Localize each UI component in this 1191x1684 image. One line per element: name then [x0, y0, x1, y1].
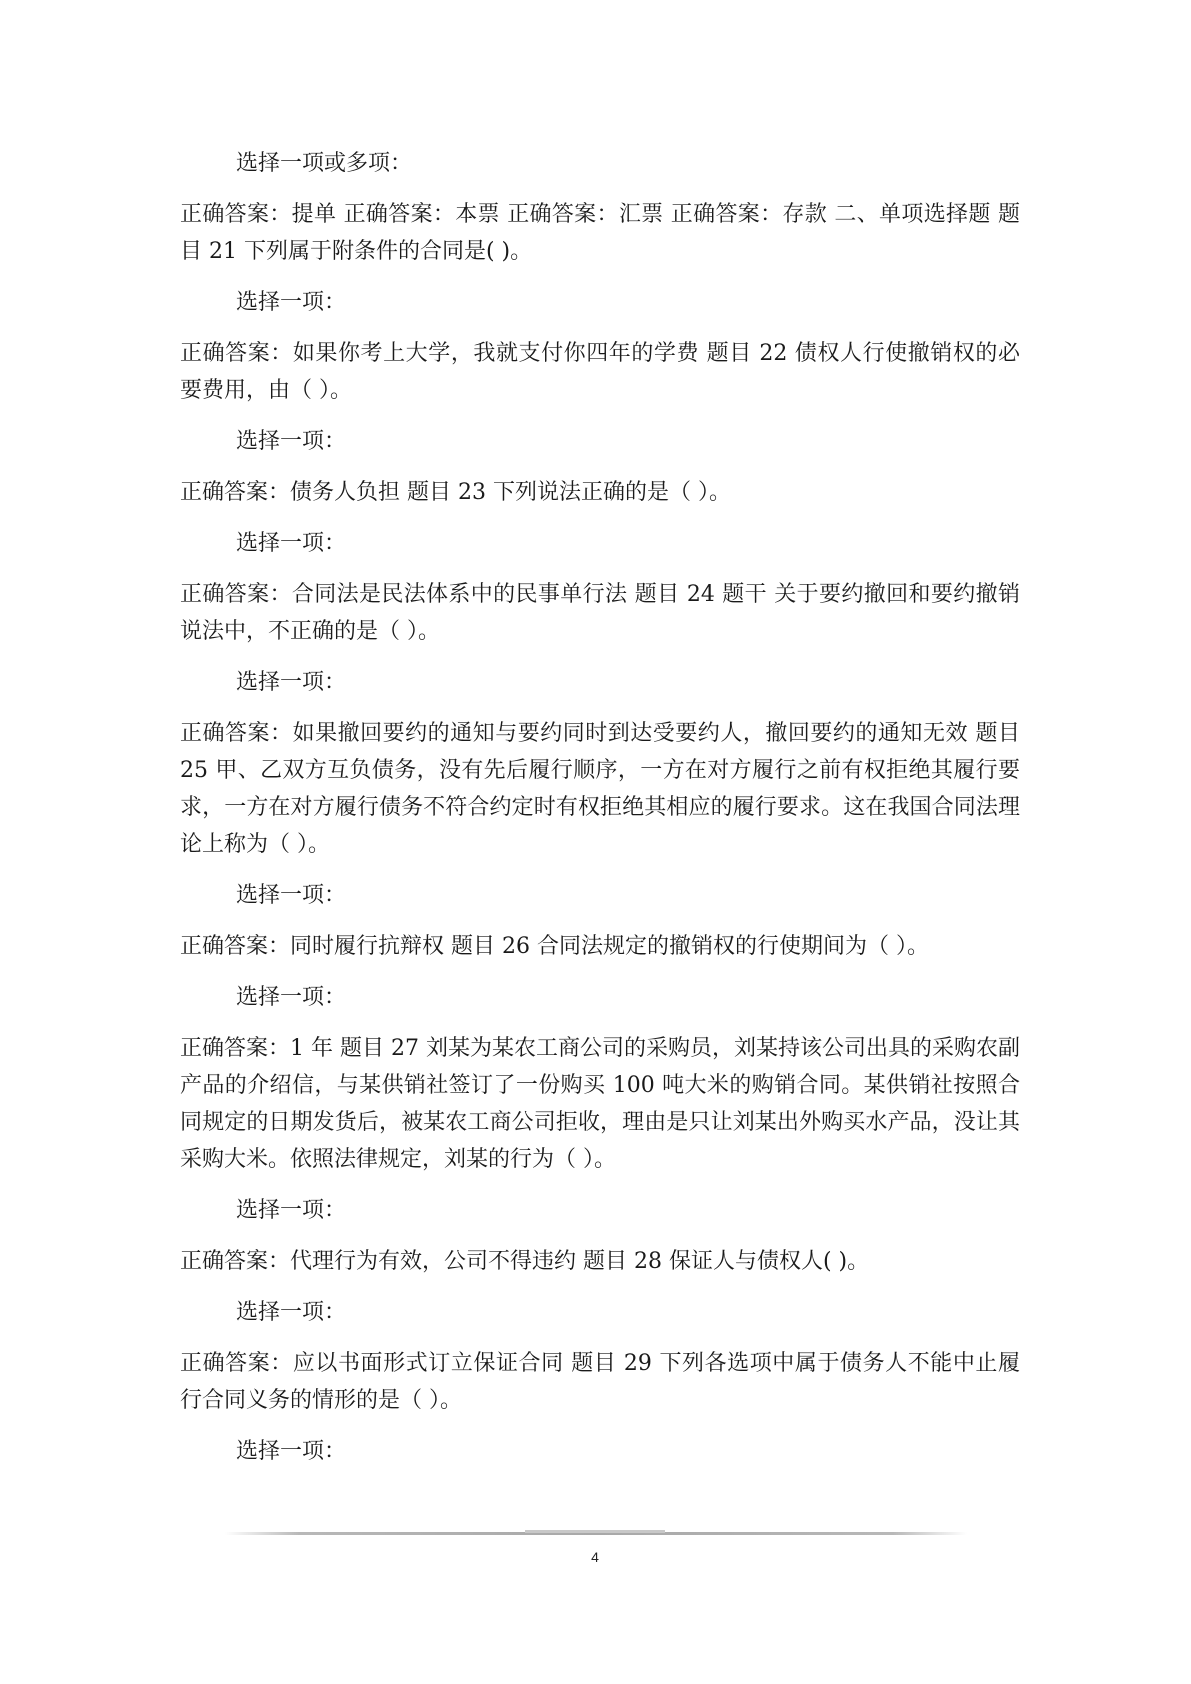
prompt-line: 选择一项： [236, 883, 347, 908]
footer-divider [225, 1532, 967, 1535]
answer-paragraph: 正确答案：应以书面形式订立保证合同 题目 29 下列各选项中属于债务人不能中止履行合同义务的情形的是（ ）。 [180, 1351, 1020, 1413]
prompt-line: 选择一项： [236, 670, 347, 695]
answer-paragraph: 正确答案：如果你考上大学，我就支付你四年的学费 题目 22 债权人行使撤销权的必要费用，由（ ）。 [180, 341, 1020, 403]
answer-paragraph: 正确答案：同时履行抗辩权 题目 26 合同法规定的撤销权的行使期间为（ ）。 [180, 934, 929, 959]
document-body [180, 150, 1020, 1465]
prompt-line: 选择一项： [236, 1439, 347, 1464]
answer-paragraph: 正确答案：债务人负担 题目 23 下列说法正确的是（ ）。 [180, 480, 731, 505]
prompt-line: 选择一项或多项： [236, 151, 413, 176]
answer-paragraph: 正确答案：合同法是民法体系中的民事单行法 题目 24 题干 关于要约撤回和要约撤销说法中，不正确的是（ ）。 [180, 582, 1020, 644]
answer-paragraph: 正确答案：提单 正确答案：本票 正确答案：汇票 正确答案：存款 二、单项选择题 题目 21 下列属于附条件的合同是( )。 [180, 202, 1020, 264]
prompt-line: 选择一项： [236, 1300, 347, 1325]
prompt-line: 选择一项： [236, 290, 347, 315]
prompt-line: 选择一项： [236, 985, 347, 1010]
answer-paragraph: 正确答案：1 年 题目 27 刘某为某农工商公司的采购员，刘某持该公司出具的采购农副产品的介绍信，与某供销社签订了一份购买 100 吨大米的购销合同。某供销社按照合同规定的日期发货后，被某农工商公司拒收，理由是只让刘某出外购买水产品，没让其采购大米。依照法律规定，刘某的行为（ ）。 [180, 1036, 1020, 1172]
prompt-line: 选择一项： [236, 1198, 347, 1223]
answer-paragraph: 正确答案：如果撤回要约的通知与要约同时到达受要约人，撤回要约的通知无效 题目 25 甲、乙双方互负债务，没有先后履行顺序，一方在对方履行之前有权拒绝其履行要求，一方在对方履行债务不符合约定时有权拒绝其相应的履行要求。这在我国合同法理论上称为（ ）。 [180, 721, 1020, 857]
prompt-line: 选择一项： [236, 531, 347, 556]
page-number: 4 [591, 1549, 599, 1565]
answer-paragraph: 正确答案：代理行为有效，公司不得违约 题目 28 保证人与债权人( )。 [180, 1249, 870, 1274]
prompt-line: 选择一项： [236, 429, 347, 454]
